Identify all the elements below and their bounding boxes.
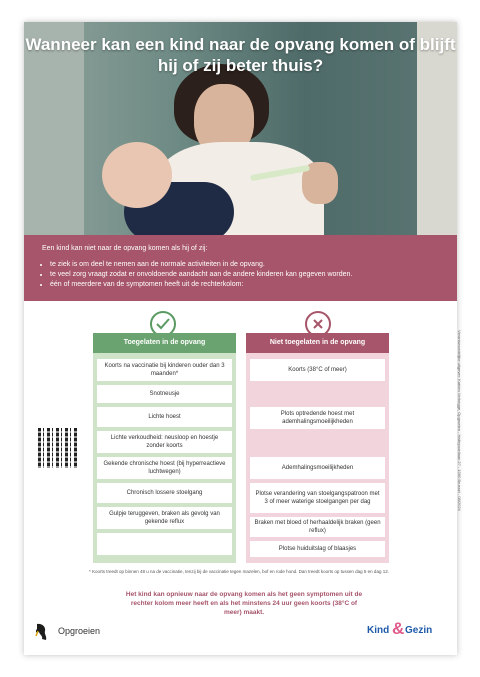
criteria-list xyxy=(34,260,352,290)
hero-photo xyxy=(24,22,457,235)
opgroeien-logo xyxy=(34,622,144,644)
allowed-item: Snotneusje xyxy=(97,385,232,403)
lion-icon xyxy=(34,622,48,642)
not-allowed-column xyxy=(246,333,389,563)
baby-head xyxy=(102,142,172,208)
allowed-header: Toegelaten in de opvang xyxy=(93,333,236,353)
not-allowed-item: Plotse verandering van stoelgangspatroon met 3 of meer waterige stoelgangen per dag xyxy=(250,483,385,513)
not-allowed-item: Plotse huiduitslag of blaasjes xyxy=(250,541,385,557)
not-allowed-item xyxy=(250,433,385,453)
kind-en-gezin-logo xyxy=(367,619,457,643)
allowed-column xyxy=(93,333,236,563)
poster xyxy=(24,22,457,655)
not-allowed-header: Niet toegelaten in de opvang xyxy=(246,333,389,353)
allowed-item: Koorts na vaccinatie bij kinderen ouder dan 3 maanden* xyxy=(97,359,232,381)
allowed-item: Chronisch lossere stoelgang xyxy=(97,483,232,503)
criteria-item: • te veel zorg vraagt zodat er onvoldoende aandacht aan de andere kinderen kan gegeven worden. xyxy=(50,270,352,280)
not-allowed-item: Braken met bloed of herhaaldelijk braken (geen reflux) xyxy=(250,517,385,537)
allowed-item xyxy=(97,533,232,555)
logo-ampersand: & xyxy=(392,619,405,638)
logo-gezin: Gezin xyxy=(405,625,433,636)
page-title: Wanneer kan een kind naar de opvang komen of blijft hij of zij beter thuis? xyxy=(25,35,456,75)
allowed-item: Lichte verkoudheid: neusloop en hoestje zonder koorts xyxy=(97,431,232,453)
not-allowed-item: Koorts (38°C of meer) xyxy=(250,359,385,381)
intro-band xyxy=(24,235,457,301)
intro-text: Een kind kan niet naar de opvang komen als hij of zij: xyxy=(42,245,208,252)
return-note: Het kind kan opnieuw naar de opvang komen als het geen symptomen uit de rechter kolom meer heeft en als het minstens 24 uur geen koorts (38°C of meer) maakt. xyxy=(125,591,363,616)
not-allowed-item: Ademhalingsmoeilijkheden xyxy=(250,457,385,479)
criteria-item: • te ziek is om deel te nemen aan de normale activiteiten in de opvang. xyxy=(50,260,352,270)
not-allowed-item xyxy=(250,385,385,403)
allowed-item: Gekende chronische hoest (bij hyperreactieve luchtwegen) xyxy=(97,457,232,479)
qr-code xyxy=(38,428,78,468)
logo-kind: Kind xyxy=(367,625,390,636)
publisher-line: Verantwoordelijke uitgever: Katrien Verhegge, Opgroeien - Hallepoortlaan 27 - 1060 Brussel - 08/2024 xyxy=(457,330,462,511)
criteria-item: • één of meerdere van de symptomen heeft uit de rechterkolom: xyxy=(50,280,352,290)
opgroeien-label: Opgroeien xyxy=(58,626,101,636)
allowed-item: Lichte hoest xyxy=(97,407,232,427)
footnote: * Koorts treedt op binnen 48 u na de vaccinatie, tenzij bij de vaccinatie tegen mazelen, bof en rode hond. Dan treedt koorts op tussen dag 5 en dag 12. xyxy=(89,569,389,574)
not-allowed-item: Plots optredende hoest met ademhalingsmoeilijkheden xyxy=(250,407,385,429)
allowed-item: Gulpje teruggeven, braken als gevolg van gekende reflux xyxy=(97,507,232,529)
